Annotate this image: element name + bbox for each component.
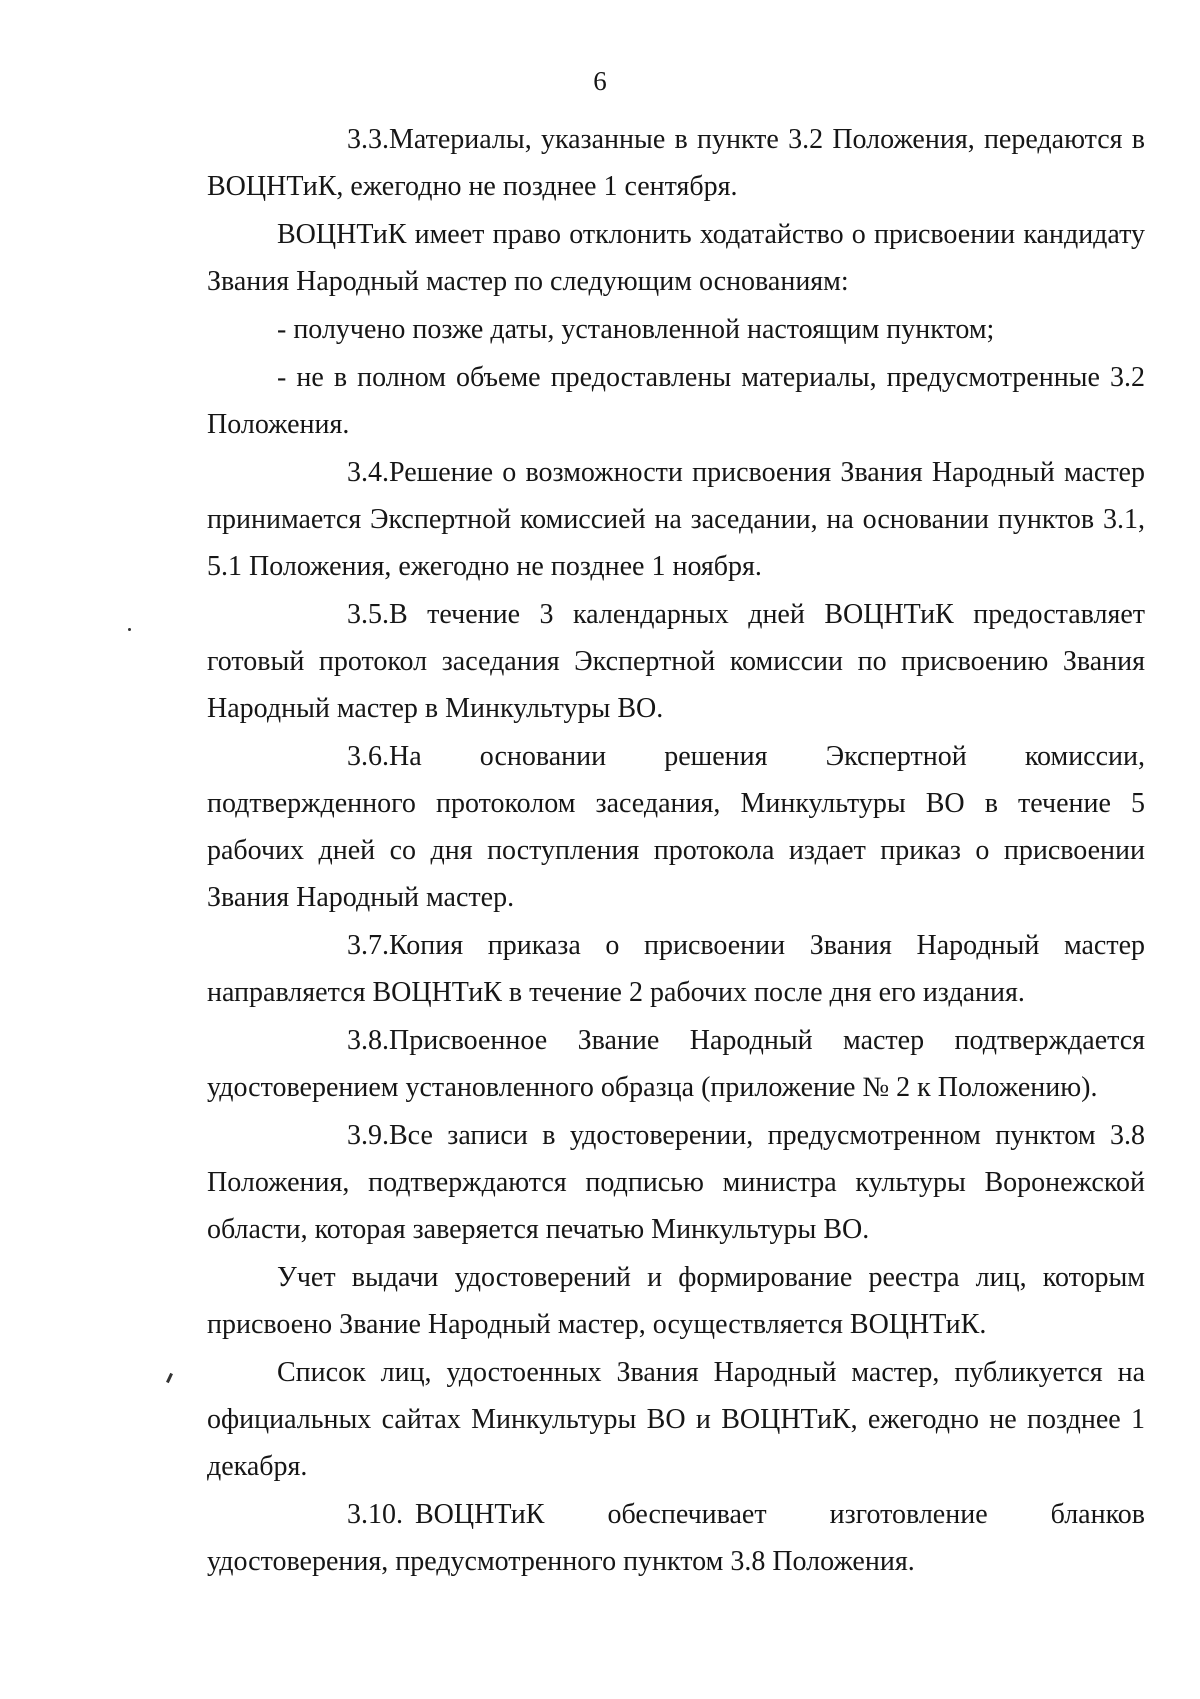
paragraph-3-9 bbox=[207, 1112, 1145, 1253]
document-body bbox=[207, 116, 1145, 1585]
paragraph-text: Копия приказа о присвоении Звания Народный мастер направляется ВОЦНТиК в течение 2 рабочих после дня его издания. bbox=[207, 930, 1145, 1008]
page-number: 6 bbox=[593, 66, 607, 96]
clause-number: 3.5. bbox=[347, 599, 389, 630]
scan-speck bbox=[128, 628, 131, 631]
paragraph-text: - получено позже даты, установленной настоящим пунктом; bbox=[277, 314, 995, 345]
paragraph-3-4 bbox=[207, 449, 1145, 590]
paragraph-text: Решение о возможности присвоения Звания Народный мастер принимается Экспертной комиссией на заседании, на основании пунктов 3.1, 5.1 Положения, ежегодно не позднее 1 ноября. bbox=[207, 457, 1145, 582]
paragraph-publication bbox=[207, 1349, 1145, 1490]
list-item-late bbox=[207, 306, 1145, 353]
paragraph-text: Все записи в удостоверении, предусмотренном пунктом 3.8 Положения, подтверждаются подписью министра культуры Воронежской области, которая заверяется печатью Минкультуры ВО. bbox=[207, 1120, 1145, 1245]
clause-number: 3.6. bbox=[347, 741, 389, 772]
paragraph-3-8 bbox=[207, 1017, 1145, 1111]
clause-number: 3.7. bbox=[347, 930, 389, 961]
list-item-incomplete bbox=[207, 354, 1145, 448]
clause-number: 3.8. bbox=[347, 1025, 389, 1056]
paragraph-text: Присвоенное Звание Народный мастер подтверждается удостоверением установленного образца (приложение № 2 к Положению). bbox=[207, 1025, 1145, 1103]
paragraph-3-6 bbox=[207, 733, 1145, 921]
paragraph-text: Учет выдачи удостоверений и формирование реестра лиц, которым присвоено Звание Народный мастер, осуществляется ВОЦНТиК. bbox=[207, 1262, 1145, 1340]
paragraph-3-7 bbox=[207, 922, 1145, 1016]
paragraph-registry bbox=[207, 1254, 1145, 1348]
paragraph-3-3 bbox=[207, 116, 1145, 210]
paragraph-3-5 bbox=[207, 591, 1145, 732]
paragraph-text: Материалы, указанные в пункте 3.2 Положения, передаются в ВОЦНТиК, ежегодно не позднее 1 сентября. bbox=[207, 124, 1145, 202]
scan-mark bbox=[166, 1373, 173, 1383]
clause-number: 3.3. bbox=[347, 124, 389, 155]
paragraph-3-10 bbox=[207, 1491, 1145, 1585]
clause-number: 3.9. bbox=[347, 1120, 389, 1151]
clause-number: 3.10. bbox=[347, 1499, 403, 1530]
clause-number: 3.4. bbox=[347, 457, 389, 488]
paragraph-text: - не в полном объеме предоставлены материалы, предусмотренные 3.2 Положения. bbox=[207, 362, 1145, 440]
paragraph-text: Список лиц, удостоенных Звания Народный мастер, публикуется на официальных сайтах Минкультуры ВО и ВОЦНТиК, ежегодно не позднее 1 декабря. bbox=[207, 1357, 1145, 1482]
paragraph-text: ВОЦНТиК обеспечивает изготовление бланков удостоверения, предусмотренного пунктом 3.8 Положения. bbox=[207, 1499, 1145, 1577]
paragraph-text: В течение 3 календарных дней ВОЦНТиК предоставляет готовый протокол заседания Экспертной комиссии по присвоению Звания Народный мастер в Минкультуры ВО. bbox=[207, 599, 1145, 724]
paragraph-grounds bbox=[207, 211, 1145, 305]
paragraph-text: ВОЦНТиК имеет право отклонить ходатайство о присвоении кандидату Звания Народный мастер по следующим основаниям: bbox=[207, 219, 1145, 297]
paragraph-text: На основании решения Экспертной комиссии, подтвержденного протоколом заседания, Минкультуры ВО в течение 5 рабочих дней со дня поступления протокола издает приказ о присвоении Звания Народный мастер. bbox=[207, 741, 1145, 913]
